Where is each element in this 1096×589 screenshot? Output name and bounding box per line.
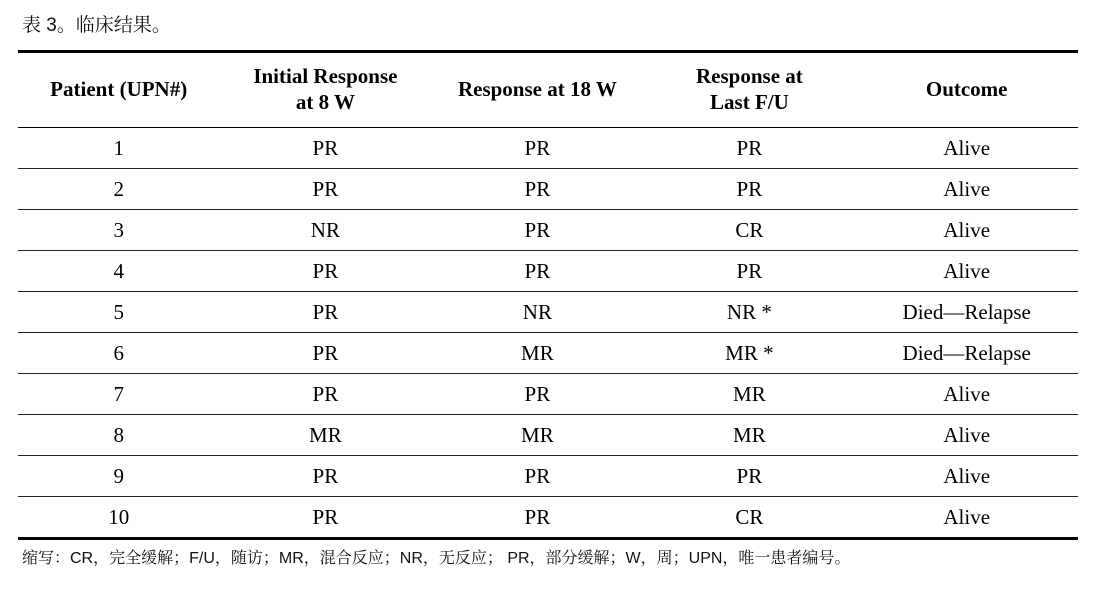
cell-outcome: Alive (855, 374, 1078, 415)
column-header-response-18w (431, 52, 643, 128)
cell-outcome: Alive (855, 169, 1078, 210)
cell-initial-8w: NR (219, 210, 431, 251)
cell-last-fu: PR (643, 169, 855, 210)
cell-patient: 8 (18, 415, 219, 456)
cell-patient: 3 (18, 210, 219, 251)
column-header-outcome-line1: Outcome (925, 77, 1008, 101)
cell-last-fu: PR (643, 456, 855, 497)
table-row (18, 210, 1078, 251)
cell-patient: 1 (18, 128, 219, 169)
cell-initial-8w: PR (219, 374, 431, 415)
cell-initial-8w: PR (219, 128, 431, 169)
table-row (18, 292, 1078, 333)
cell-last-fu: PR (643, 251, 855, 292)
cell-initial-8w: PR (219, 456, 431, 497)
cell-response-18w: PR (431, 210, 643, 251)
cell-outcome: Alive (855, 497, 1078, 539)
cell-patient: 10 (18, 497, 219, 539)
cell-outcome: Alive (855, 128, 1078, 169)
cell-last-fu: MR (643, 415, 855, 456)
cell-outcome: Alive (855, 456, 1078, 497)
column-header-response-last-fu-line2: Last F/U (710, 90, 789, 114)
cell-response-18w: PR (431, 456, 643, 497)
cell-outcome: Alive (855, 415, 1078, 456)
cell-last-fu: CR (643, 497, 855, 539)
table-row (18, 374, 1078, 415)
table-row (18, 333, 1078, 374)
cell-patient: 6 (18, 333, 219, 374)
table-row (18, 415, 1078, 456)
table-footnote: 缩写：CR，完全缓解；F/U，随访；MR，混合反应；NR，无反应； PR，部分缓解；W，周；UPN，唯一患者编号。 (22, 550, 851, 567)
cell-initial-8w: PR (219, 292, 431, 333)
cell-outcome: Died—Relapse (855, 292, 1078, 333)
cell-patient: 9 (18, 456, 219, 497)
column-header-initial-response-8w-line2: at 8 W (295, 90, 355, 114)
column-header-response-last-fu-line1: Response at (696, 64, 803, 88)
cell-outcome: Alive (855, 210, 1078, 251)
cell-patient: 4 (18, 251, 219, 292)
cell-outcome: Alive (855, 251, 1078, 292)
column-header-response-last-fu (643, 52, 855, 128)
cell-patient: 7 (18, 374, 219, 415)
column-header-outcome (855, 52, 1078, 128)
cell-last-fu: PR (643, 128, 855, 169)
column-header-patient-line1: Patient (UPN#) (50, 77, 188, 101)
cell-response-18w: PR (431, 497, 643, 539)
table-caption: 表 3。临床结果。 (22, 15, 171, 36)
cell-patient: 5 (18, 292, 219, 333)
cell-response-18w: MR (431, 415, 643, 456)
column-header-initial-response-8w (219, 52, 431, 128)
cell-response-18w: PR (431, 128, 643, 169)
cell-response-18w: PR (431, 169, 643, 210)
cell-response-18w: NR (431, 292, 643, 333)
cell-initial-8w: PR (219, 251, 431, 292)
cell-initial-8w: PR (219, 333, 431, 374)
cell-initial-8w: MR (219, 415, 431, 456)
cell-outcome: Died—Relapse (855, 333, 1078, 374)
cell-last-fu: NR * (643, 292, 855, 333)
table-row (18, 456, 1078, 497)
table-row (18, 497, 1078, 539)
table-row (18, 169, 1078, 210)
cell-last-fu: MR (643, 374, 855, 415)
cell-response-18w: MR (431, 333, 643, 374)
table-header (18, 52, 1078, 128)
cell-response-18w: PR (431, 251, 643, 292)
table-row (18, 128, 1078, 169)
cell-last-fu: MR * (643, 333, 855, 374)
column-header-response-18w-line1: Response at 18 W (457, 77, 617, 101)
cell-initial-8w: PR (219, 497, 431, 539)
table-body (18, 128, 1078, 539)
table-header-row (18, 52, 1078, 128)
column-header-initial-response-8w-line1: Initial Response (253, 64, 398, 88)
cell-patient: 2 (18, 169, 219, 210)
cell-last-fu: CR (643, 210, 855, 251)
table-row (18, 251, 1078, 292)
cell-response-18w: PR (431, 374, 643, 415)
column-header-patient (18, 52, 219, 128)
clinical-results-table (18, 50, 1078, 540)
cell-initial-8w: PR (219, 169, 431, 210)
